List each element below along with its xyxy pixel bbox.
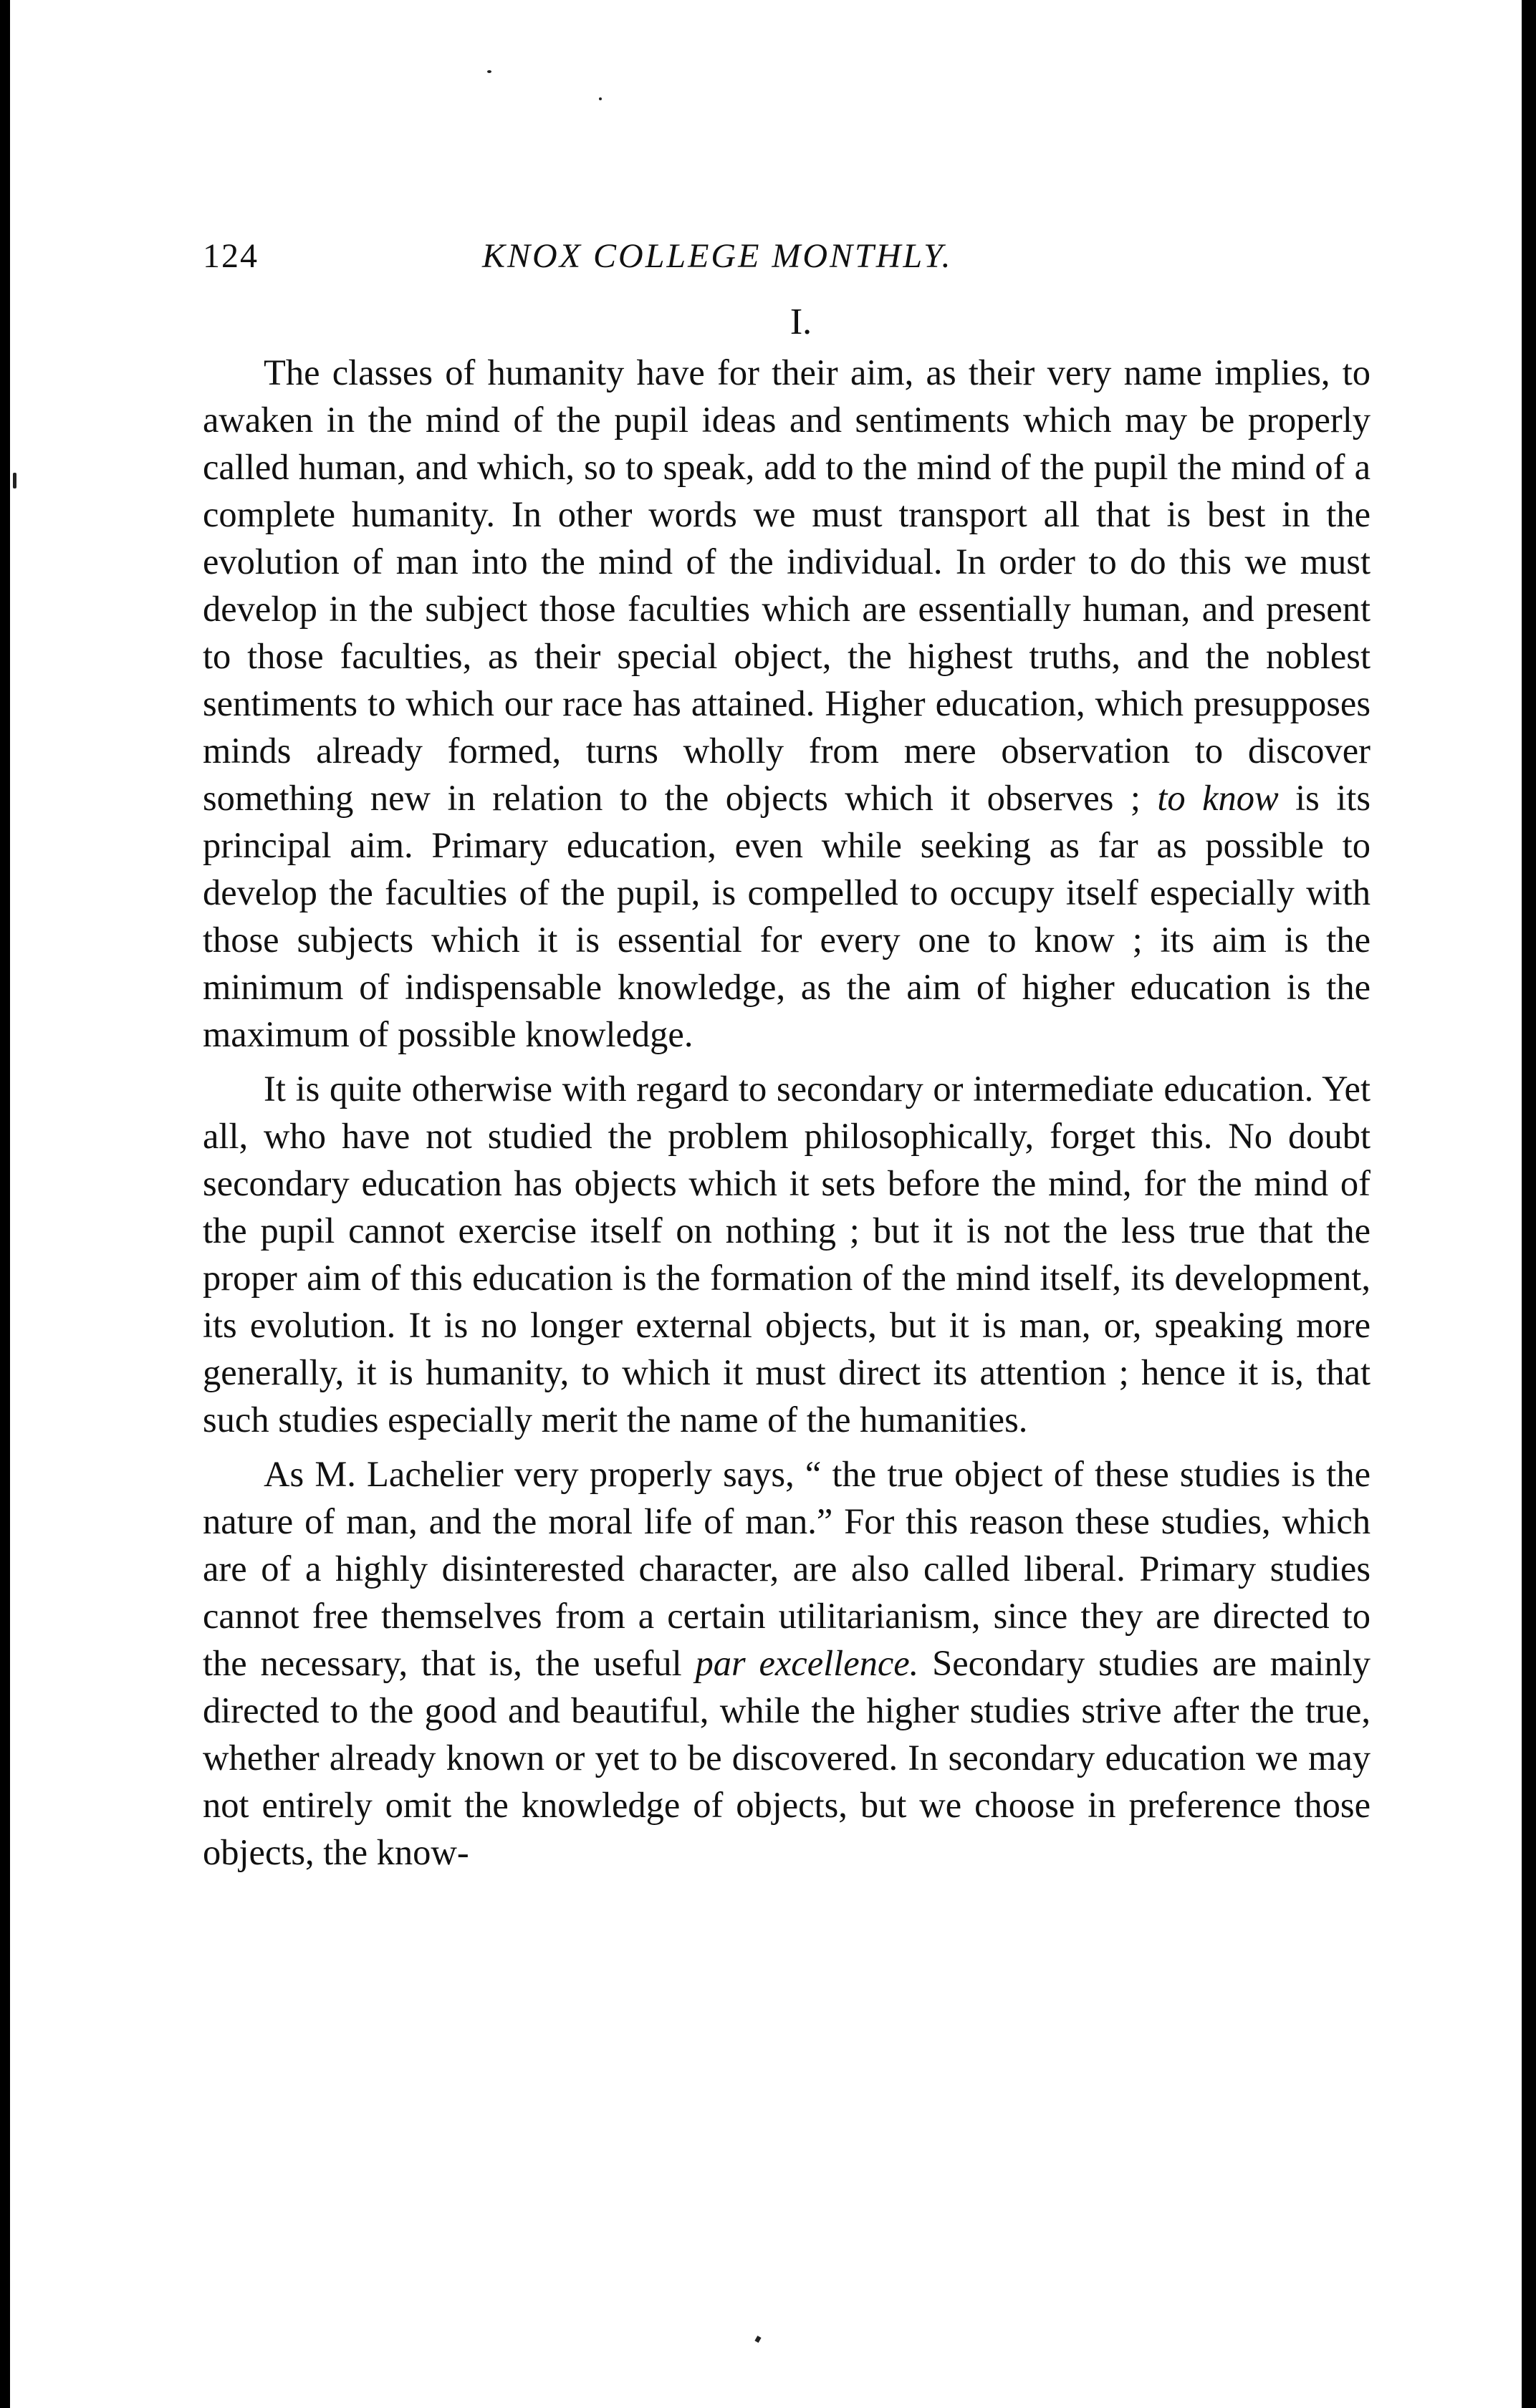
scan-border-left [0, 0, 10, 2408]
paragraph-2-text: It is quite otherwise with regard to secondary or intermediate education. Yet all, who have not studied the problem philosophically, forget this. No doubt secondary education has objects which it sets before the mind, for the mind of the pupil cannot exercise itself on nothing ; but it is not the less true that the proper aim of this education is the formation of the mind itself, its development, its evolution. It is no longer external objects, but it is man, or, speaking more generally, it is humanity, to which it must direct its attention ; hence it is, that such studies especially merit the name of the humanities. [203, 1069, 1371, 1440]
printer-mark [754, 2336, 761, 2343]
running-header [203, 236, 1371, 301]
paragraph-1-emphasis: to know [1157, 778, 1279, 818]
scan-border-right [1522, 0, 1536, 2408]
paragraph-1-text-b: is its principal aim. Primary education, even while seeking as far as possible to develop the faculties of the pupil, is compelled to occupy itself especially with those subjects which it is essential for every one to know ; its aim is the minimum of indispensable knowledge, as the aim of higher education is the maximum of possible knowledge. [203, 778, 1371, 1054]
paragraph-3-text-b: Secondary studies are mainly directed to the good and beautiful, while the higher studies strive after the true, whether already known or yet to be discovered. In secondary education we may not entirely omit the knowledge of objects, but we choose in preference those objects, the know- [203, 1643, 1371, 1872]
paragraph-2 [203, 1065, 1371, 1443]
journal-title: KNOX COLLEGE MONTHLY. [482, 237, 953, 275]
book-page [203, 236, 1371, 1876]
paragraph-1 [203, 349, 1371, 1058]
section-numeral: I. [789, 302, 812, 342]
paragraph-3-emphasis: par excellence. [695, 1643, 919, 1683]
paragraph-3-text-a: As M. Lachelier very properly says, “ the true object of these studies is the nature of man, and the moral life of man.” For this reason these studies, which are of a highly disinterested character, are also called liberal. Primary studies cannot free themselves from a certain utilitarianism, since they are directed to the necessary, that is, the useful [203, 1454, 1371, 1683]
scan-speck [13, 473, 16, 488]
body-text [203, 349, 1371, 1876]
page-number: 124 [203, 237, 259, 275]
scan-speck [599, 97, 602, 100]
paragraph-3 [203, 1450, 1371, 1876]
paragraph-1-text-a: The classes of humanity have for their aim, as their very name implies, to awaken in the mind of the pupil ideas and sentiments which may be properly called human, and which, so to speak, add to the mind of the pupil the mind of a complete humanity. In other words we must transport all that is best in the evolution of man into the mind of the individual. In order to do this we must develop in the subject those faculties which are essentially human, and present to those faculties, as their special object, the highest truths, and the noblest sentiments to which our race has attained. Higher education, which presupposes minds already formed, turns wholly from mere observation to discover something new in relation to the objects which it observes ; [203, 352, 1371, 818]
scan-speck [487, 70, 491, 73]
